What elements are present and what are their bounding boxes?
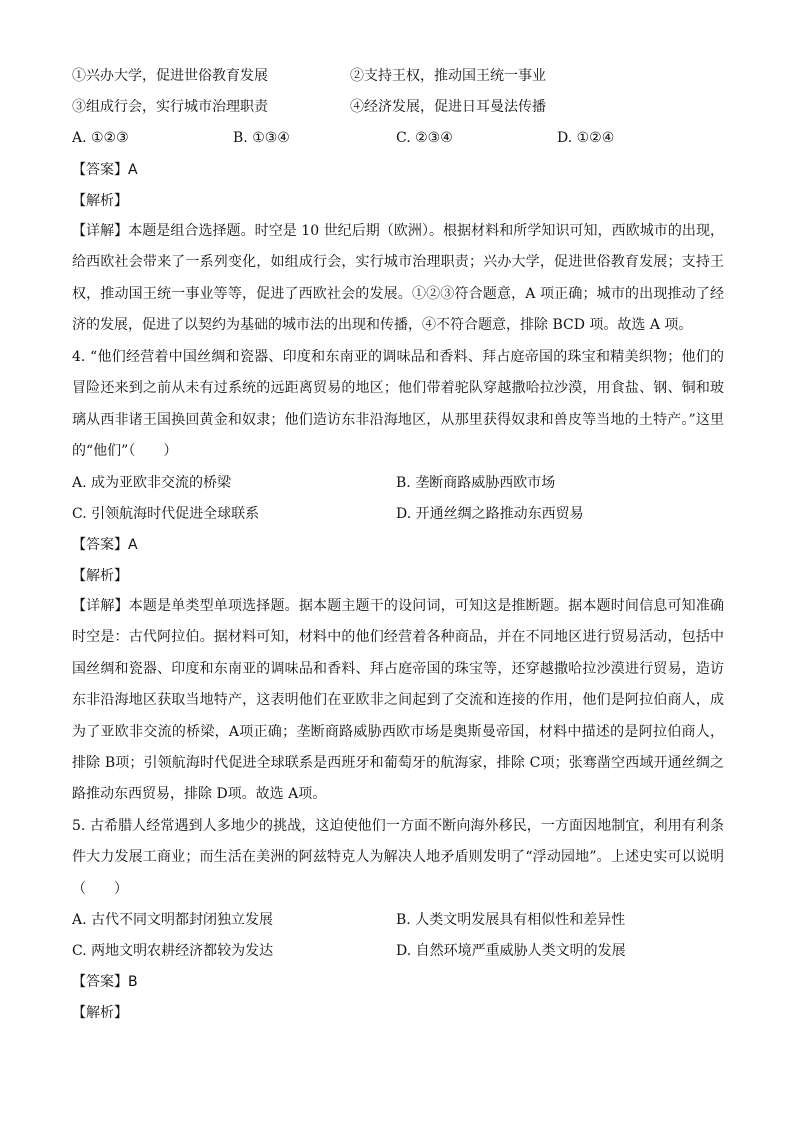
q4-answer: 【答案】A [72,537,138,553]
q5-option-a: A. 古代不同文明都封闭独立发展 [72,912,274,928]
q3-detail: 【详解】本题是组合选择题。时空是 10 世纪后期（欧洲）。根据材料和所学知识可知，西欧城市的出现，给西欧社会带来了一系列变化，如组成行会，实行城市治理职责；兴办大学，促进世俗教育发展；支持王权，推动国王统一事业等等，促进了西欧社会的发展。①②③符合题意，A 项正确；城市的出现推动了经济的发展，促进了以契约为基础的城市法的出现和传播，④不符合题意，排除 BCD 项。故选 A 项。 [72,223,724,334]
q4-stem: 4. “他们经营着中国丝绸和瓷器、印度和东南亚的调味品和香料、拜占庭帝国的珠宝和精美织物；他们的冒险还来到之前从未有过系统的远距离贸易的地区；他们带着驼队穿越撒哈拉沙漠，用食盐、钢、铜和玻璃从西非诸王国换回黄金和奴隶；他们造访东非沿海地区，从那里获得奴隶和兽皮等当地的土特产。”这里的“他们”（ ） [72,349,724,460]
q4-detail: 【详解】本题是单类型单项选择题。据本题主题干的设问词，可知这是推断题。据本题时间信息可知准确时空是：古代阿拉伯。据材料可知，材料中的他们经营着各种商品，并在不同地区进行贸易活动，包括中国丝绸和瓷器、印度和东南亚的调味品和香料、拜占庭帝国的珠宝等，还穿越撒哈拉沙漠进行贸易，造访东非沿海地区获取当地特产，这表明他们在亚欧非之间起到了交流和连接的作用，他们是阿拉伯商人，成为了亚欧非交流的桥梁，A项正确；垄断商路威胁西欧市场是奥斯曼帝国，材料中描述的是阿拉伯商人，排除 B项；引领航海时代促进全球联系是西班牙和葡萄牙的航海家，排除 C项；张骞凿空西域开通丝绸之路推动东西贸易，排除 D项。故选 A项。 [72,598,724,803]
q5-option-d: D. 自然环境严重威胁人类文明的发展 [396,943,626,959]
q3-item-4: ④经济发展，促进日耳曼法传播 [350,99,546,115]
q5-option-c: C. 两地文明农耕经济都较为发达 [72,943,274,959]
q3-option-a: A. ①②③ [72,130,129,146]
q3-item-3: ③组成行会，实行城市治理职责 [72,99,268,115]
q3-item-1: ①兴办大学，促进世俗教育发展 [72,68,268,84]
q5-option-b: B. 人类文明发展具有相似性和差异性 [396,912,626,928]
q5-answer: 【答案】B [72,974,138,990]
q4-option-c: C. 引领航海时代促进全球联系 [72,506,260,522]
q4-option-a: A. 成为亚欧非交流的桥梁 [72,475,232,491]
q3-item-2: ②支持王权，推动国王统一事业 [350,68,546,84]
q3-answer: 【答案】A [72,162,138,178]
q3-option-d: D. ①②④ [557,130,615,146]
q3-option-b: B. ①③④ [233,130,290,146]
q4-option-d: D. 开通丝绸之路推动东西贸易 [396,506,584,522]
q3-option-c: C. ②③④ [396,130,453,146]
q4-analysis-label: 【解析】 [72,568,128,584]
q3-analysis-label: 【解析】 [72,193,128,209]
q4-option-b: B. 垄断商路威胁西欧市场 [396,475,556,491]
q5-stem: 5. 古希腊人经常遇到人多地少的挑战，这迫使他们一方面不断向海外移民，一方面因地制宜，利用有利条件大力发展工商业；而生活在美洲的阿兹特克人为解决人地矛盾则发明了“浮动园地”。上述史实可以说明（ ） [72,818,724,897]
q5-analysis-label: 【解析】 [72,1005,128,1021]
